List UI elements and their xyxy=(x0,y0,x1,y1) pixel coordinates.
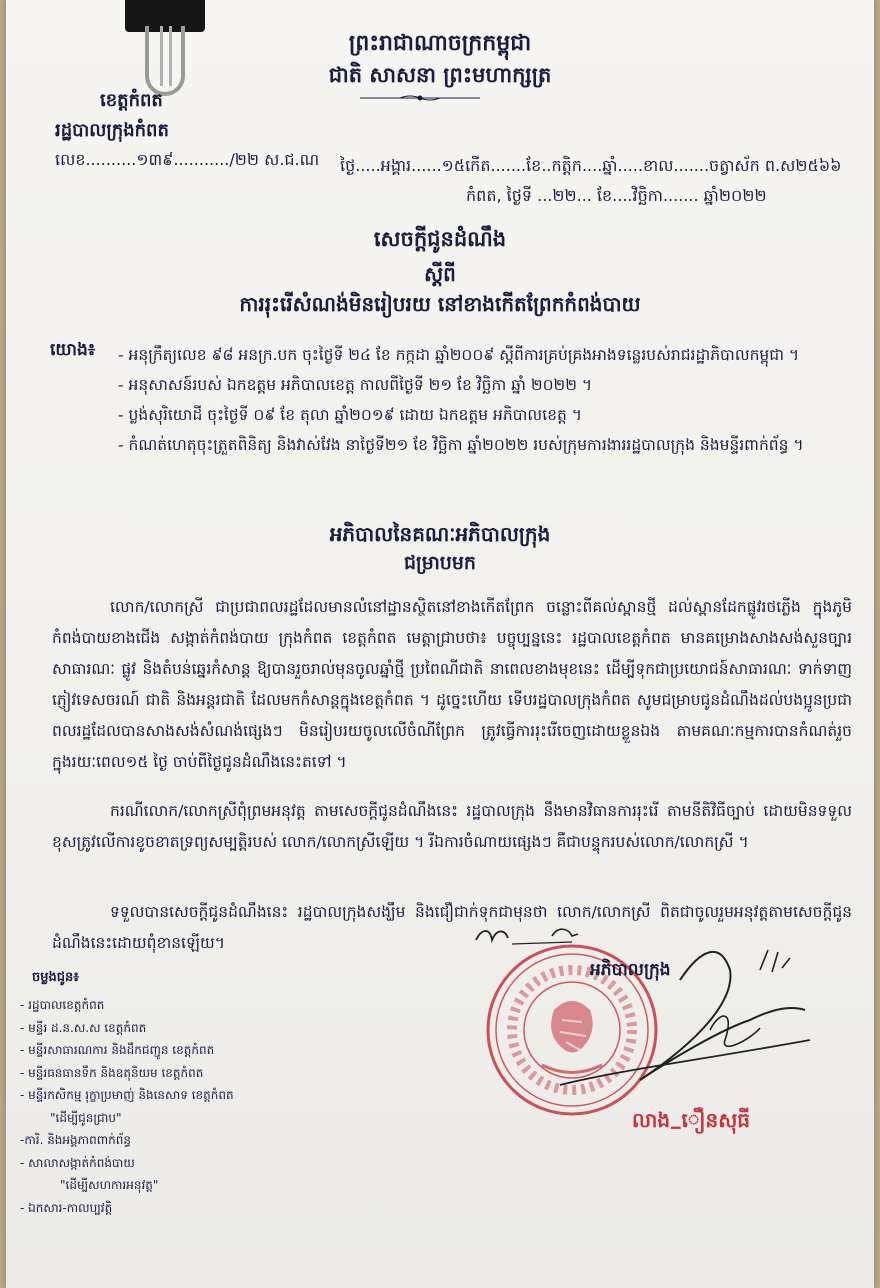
solar-date: កំពត, ថ្ងៃទី ...២២... ខែ....វិច្ឆិកា....... ឆ្នាំ២០២២ xyxy=(466,186,767,205)
authority-title: អភិបាលនៃគណៈអភិបាលក្រុង xyxy=(329,522,551,546)
recipient-item: - រដ្ឋបាលខេត្តកំពត xyxy=(20,998,105,1012)
reference-item: - អនុក្រឹត្យលេខ ៩៨ អនក្រ.បក ចុះថ្ងៃទី ២៤ ខែ កក្កដា ឆ្នាំ២០០៩ ស្តីពីការគ្រប់គ្រងអាងទន្លេរបស់រាជរដ្ឋាភិបាលកម្ពុជា ។ xyxy=(118,346,800,364)
ornament-divider-icon xyxy=(360,94,480,102)
signatory-title: អភិបាលក្រុង xyxy=(590,960,671,980)
recipient-item: "ដើម្បីជូនជ្រាប" xyxy=(50,1110,122,1125)
province-name: ខេត្តកំពត xyxy=(100,90,163,111)
initial-mark-icon xyxy=(472,920,582,950)
city-administration: រដ្ឋបាលក្រុងកំពត xyxy=(55,120,169,141)
reference-item: - អនុសាសន៍របស់ ឯកឧត្តម អភិបាលខេត្ត កាលពីថ្ងៃទី ២១ ខែ វិច្ឆិកា ឆ្នាំ ២០២២ ។ xyxy=(118,376,593,394)
document-type-title: សេចក្តីជូនដំណឹង xyxy=(373,227,507,251)
body-paragraph-2: ករណីលោក/លោកស្រីពុំព្រមអនុវត្ត តាមសេចក្តីជូនដំណឹងនេះ រដ្ឋបាលក្រុង នឹងមានវិធានការរុះរើ តាមនីតិវិធីច្បាប់ ដោយមិនទទួលខុសត្រូវលើការខូចខាតទ្រព្យសម្បត្តិរបស់ លោក/លោកស្រីឡើយ ។ រីឯការចំណាយផ្សេងៗ គឺជាបន្ទុករបស់លោក/លោកស្រី ។ xyxy=(52,802,852,851)
references-label: យោង៖ xyxy=(50,340,96,360)
recipient-item: - មន្ទីរកសិកម្ម រុក្ខាប្រមាញ់ និងនេសាទ ខេត្តកំពត xyxy=(20,1088,234,1102)
recipient-item: - មន្ទីរ ដ.ន.ស.ស ខេត្តកំពត xyxy=(20,1020,147,1035)
recipient-item: - មន្ទីរធនធានទឹក និងឧតុនិយម ខេត្តកំពត xyxy=(20,1065,204,1080)
reference-number: លេខ..........១៣៩.........../២២ ស.ជ.ណ xyxy=(55,150,320,169)
recipient-item: -ការិ. និងអង្គភាពពាក់ព័ន្ធ xyxy=(20,1133,131,1147)
recipient-item: "ដើម្បីសហការអនុវត្ត" xyxy=(60,1178,159,1192)
reference-item: - ប្លង់សុរិយោដី ចុះថ្ងៃទី ០៩ ខែ តុលា ឆ្នាំ២០១៩ ដោយ ឯកឧត្តម អភិបាលខេត្ត ។ xyxy=(118,406,582,424)
lunar-date: ថ្ងៃ.....អង្គារ......១៥កើត.......ខែ..កត្តិក....ឆ្នាំ.....ខាល.......ចត្វាស័ក ព.ស២៥៦៦ xyxy=(340,156,842,175)
signatory-name: លាង_ឿនសុធី xyxy=(632,1108,750,1132)
recipient-item: - សាលាសង្កាត់កំពង់បាយ xyxy=(20,1155,135,1170)
reference-item: - កំណត់ហេតុចុះត្រួតពិនិត្យ និងវាស់វែង នាថ្ងៃទី២១ ខែ វិច្ឆិកា ឆ្នាំ២០២២ របស់ក្រុមការងាររដ្ឋបាលក្រុង និងមន្ទីរពាក់ព័ន្ធ ។ xyxy=(118,436,804,454)
recipient-item: - មន្ទីរសាធារណការ និងដឹកជញ្ជូន ខេត្តកំពត xyxy=(20,1043,215,1057)
recipients-list xyxy=(20,994,234,1219)
recipients-title: ចម្លងជូន៖ xyxy=(32,970,79,985)
document-subject: ការរុះរើសំណង់មិនរៀបរយ នៅខាងកើតព្រែកកំពង់បាយ xyxy=(239,292,641,316)
body-paragraph-3: ទទួលបានសេចក្តីជូនដំណឹងនេះ រដ្ឋបាលក្រុងសង្ឃឹម និងជឿជាក់ទុកជាមុនថា លោក/លោកស្រី ពិតជាចូលរួមអនុវត្តតាមសេចក្តីជូនដំណឹងនេះដោយពុំខានឡើយ។ xyxy=(52,903,852,952)
document-about: ស្តីពី xyxy=(424,262,456,286)
authority-greeting: ជម្រាបមក xyxy=(404,552,476,574)
kingdom-heading: ព្រះរាជាណាចក្រកម្ពុជា xyxy=(348,31,532,56)
references-list xyxy=(118,340,848,460)
recipient-item: - ឯកសារ-កាលប្បវត្តិ xyxy=(20,1200,113,1215)
body-paragraph-1: លោក/លោកស្រី ជាប្រជាពលរដ្ឋដែលមានលំនៅដ្ឋានស្ថិតនៅខាងកើតព្រែក ចន្លោះពីគល់ស្ពានថ្មី ដល់ស្ពានដែកផ្លូវរថភ្លើង ក្នុងភូមិកំពង់បាយខាងជើង សង្កាត់កំពង់បាយ ក្រុងកំពត ខេត្តកំពត មេត្តាជ្រាបថា៖ បច្ចុប្បន្ននេះ រដ្ឋបាលខេត្តកំពត មានគម្រោងសាងសង់សួនច្បារសាធារណៈ ផ្លូវ និងតំបន់ឆ្នេរកំសាន្ត ឱ្យបានរួចរាល់មុនចូលឆ្នាំថ្មី ប្រពៃណីជាតិ នាពេលខាងមុខនេះ ដើម្បីទុកជាប្រយោជន៍សាធារណៈ ទាក់ទាញភ្ញៀវទេសចរណ៍ ជាតិ និងអន្តរជាតិ ដែលមកកំសាន្តក្នុងខេត្តកំពត ។ ដូច្នេះហើយ ទើបរដ្ឋបាលក្រុងកំពត សូមជម្រាបជូនដំណឹងដល់បងប្អូនប្រជាពលរដ្ឋដែលបានសាងសង់សំណង់ផ្សេងៗ មិនរៀបរយចូលលើចំណីព្រែក ត្រូវធ្វើការរុះរើចេញដោយខ្លួនឯង តាមគណៈកម្មការបានកំណត់រួច ក្នុងរយៈពេល១៥ ថ្ងៃ ចាប់ពីថ្ងៃជូនដំណឹងនេះតទៅ ។ xyxy=(52,598,852,771)
national-motto: ជាតិ សាសនា ព្រះមហាក្សត្រ xyxy=(328,63,552,87)
